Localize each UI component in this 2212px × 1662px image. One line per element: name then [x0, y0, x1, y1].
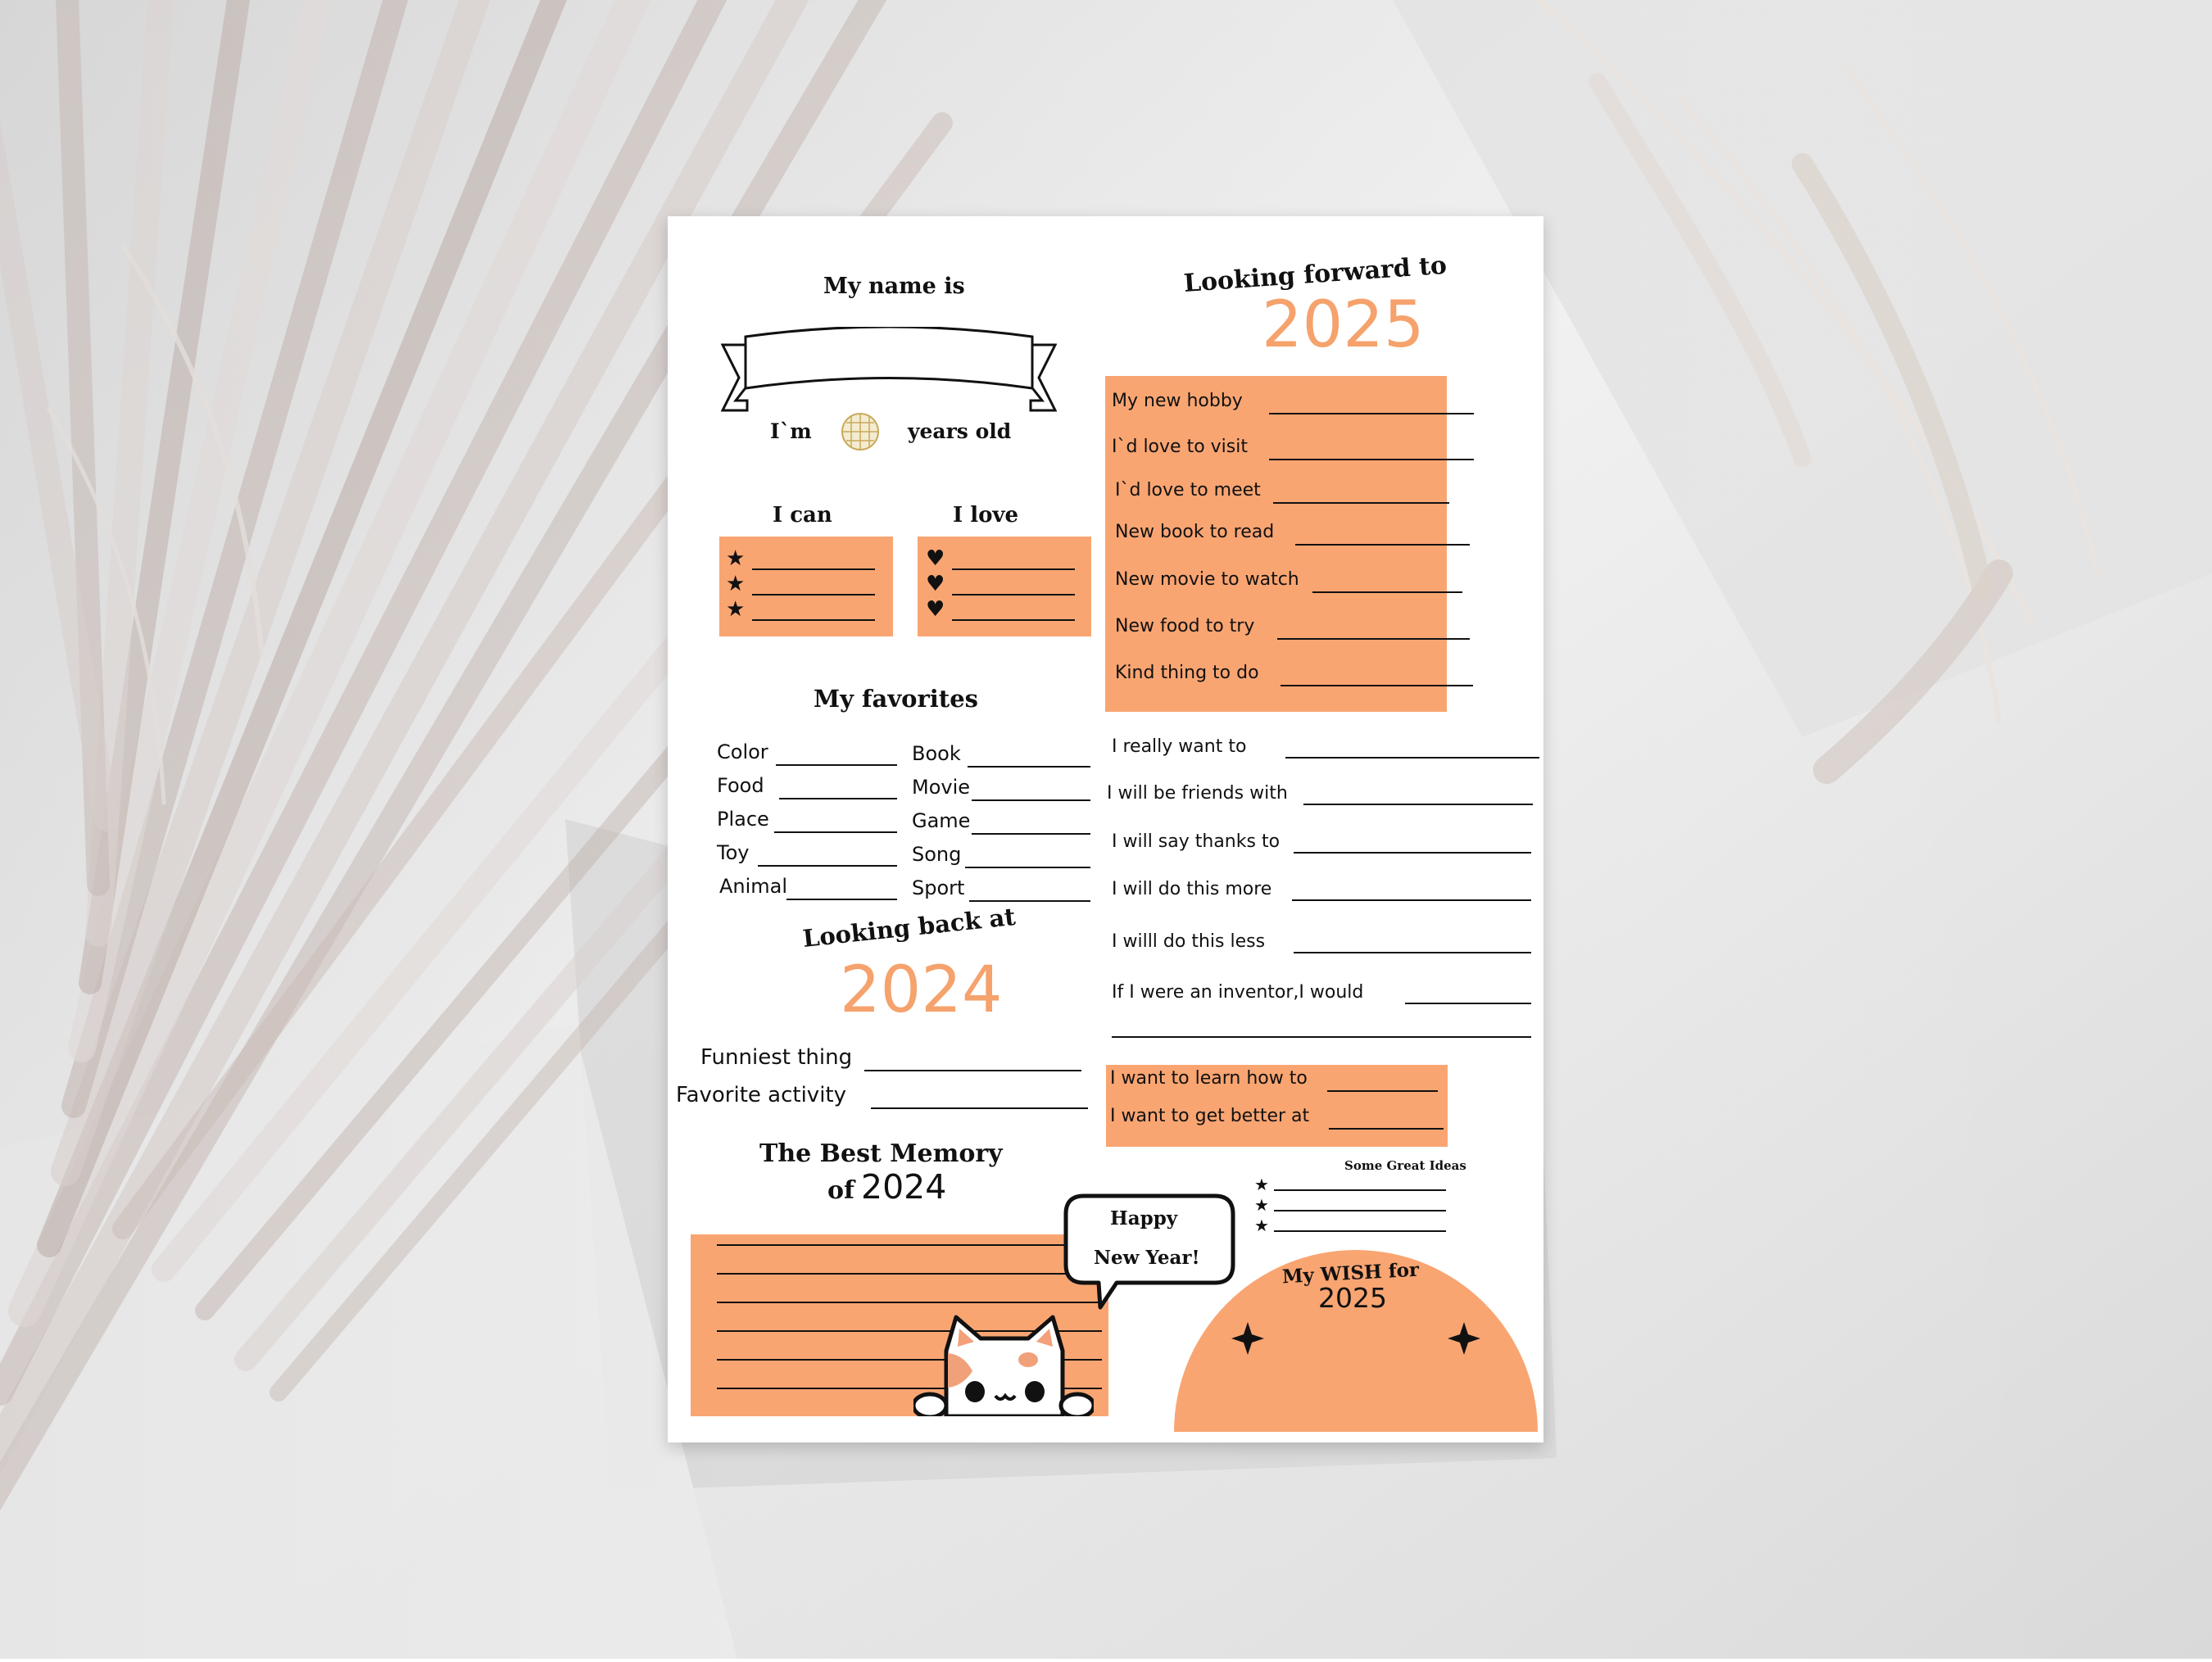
plans-list: I really want to I will be friends with I will say thanks to I will do this more I willl do this less If I were an inventor,I would	[1105, 736, 1543, 1261]
star-icon: ★	[726, 597, 746, 622]
age-prefix: I`m	[770, 419, 812, 443]
back-title: Looking back at	[801, 902, 1018, 953]
wish-title: My WISH for	[1281, 1258, 1420, 1288]
heart-icon: ♥	[926, 546, 945, 571]
bubble-line2: New Year!	[1094, 1247, 1200, 1269]
i-love-box	[918, 537, 1091, 636]
worksheet-page: My name is I`m years old Looking forward to 2025 I can I love ★ ★ ★ ♥ ♥ ♥ My new hobby I`d love to visit I`d love to meet New book to read New movie to watch New food to try Kind thing to do My favorites Color Food Place Toy Animal Book Movie Game Song Sport I really want to I will be friends with I will say thanks to I will do this more I willl do this less If I were an inventor,I would Looking back at 2024 Funniest thing Favorite activity I want to learn how to I want to get better at The Best Memory of 2024 Happy New Year! Some Great Ideas ★ ★ ★ My WISH for 2025	[668, 216, 1543, 1442]
heart-icon: ♥	[926, 572, 945, 596]
i-love-title: I love	[953, 503, 1019, 528]
cat-icon	[913, 1306, 1094, 1416]
wish-year: 2025	[1318, 1282, 1387, 1314]
i-can-title: I can	[773, 503, 832, 528]
forward-year: 2025	[1262, 288, 1425, 362]
memory-year: 2024	[861, 1167, 947, 1207]
star-icon: ★	[1254, 1195, 1269, 1215]
star-icon: ★	[726, 572, 746, 596]
disco-ball-icon	[840, 411, 881, 452]
forward-title: Looking forward to	[1182, 251, 1448, 298]
star-icon: ★	[1254, 1175, 1269, 1194]
forward-plans-box: My new hobby I`d love to visit I`d love to meet New book to read New movie to watch New food to try Kind thing to do	[1105, 376, 1447, 712]
star-icon: ★	[1254, 1216, 1269, 1235]
name-banner[interactable]	[721, 327, 1057, 413]
favorites-left: Color Food Place Toy Animal	[717, 740, 905, 913]
memory-title: The Best Memory	[759, 1139, 1003, 1168]
favorites-right: Book Movie Game Song Sport	[912, 742, 1104, 914]
name-title: My name is	[823, 274, 965, 299]
back-year: 2024	[840, 953, 1003, 1027]
ideas-title: Some Great Ideas	[1344, 1158, 1466, 1173]
learn-box: I want to learn how to I want to get better at	[1106, 1065, 1448, 1147]
plan-extra-line[interactable]	[1112, 1036, 1531, 1038]
bubble-line1: Happy	[1110, 1207, 1178, 1230]
heart-icon: ♥	[926, 597, 945, 622]
favorites-title: My favorites	[814, 685, 978, 713]
age-suffix: years old	[908, 419, 1012, 443]
star-icon: ★	[726, 546, 746, 571]
memory-of: of	[827, 1176, 854, 1205]
i-can-box	[719, 537, 893, 636]
